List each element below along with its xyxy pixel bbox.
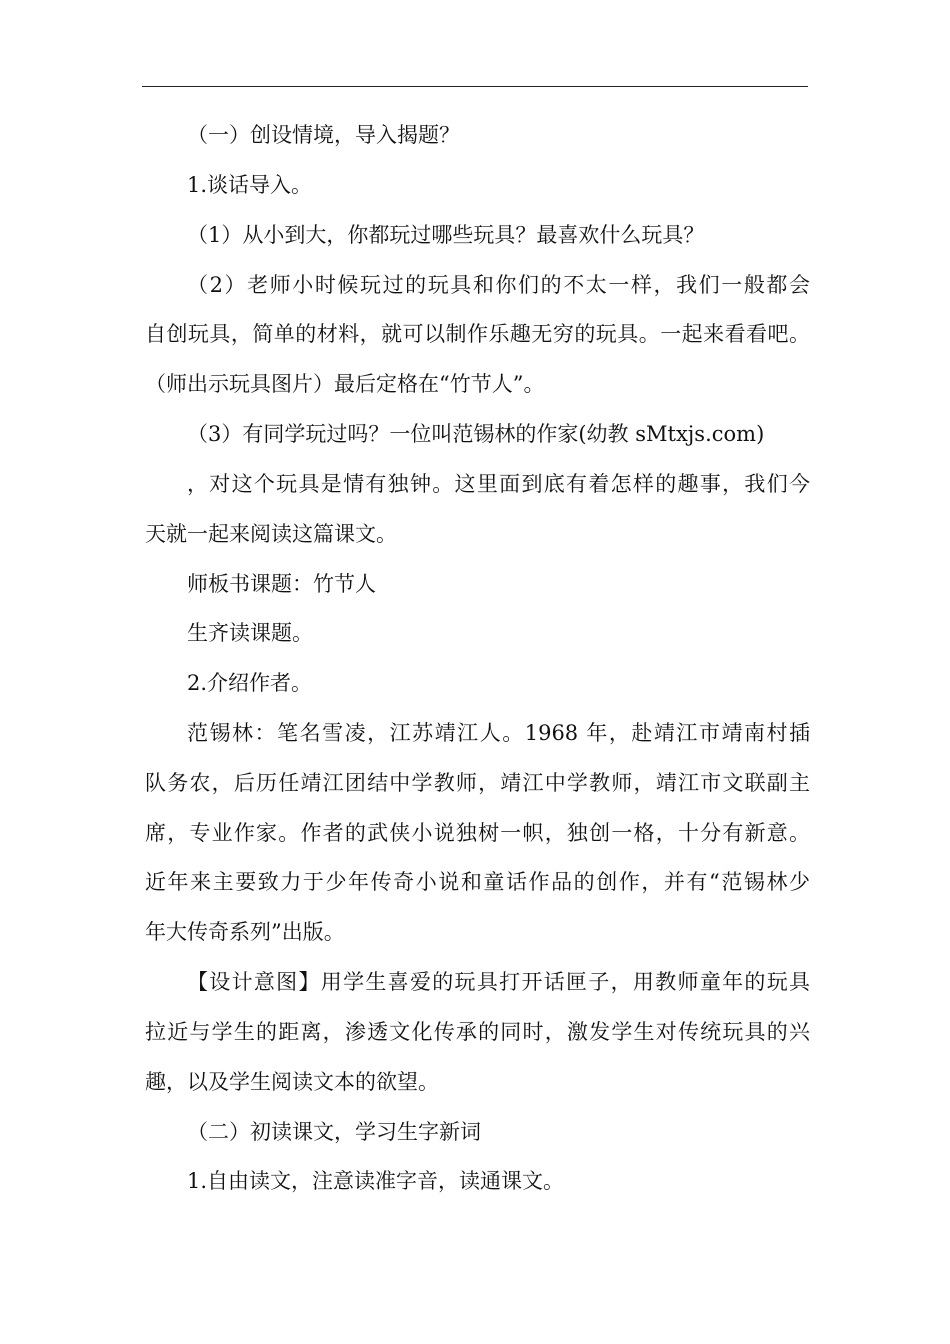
paragraph-line: （师出示玩具图片）最后定格在“竹节人”。 <box>145 372 545 396</box>
header-rule <box>142 86 808 87</box>
paragraph-line: 1.自由读文，注意读准字音，读通课文。 <box>187 1169 565 1193</box>
section-heading-2: （二）初读课文，学习生字新词 <box>187 1120 481 1144</box>
design-intent-line: 【设计意图】用学生喜爱的玩具打开话匣子，用教师童年的玩具 <box>187 970 810 994</box>
paragraph-line: 席，专业作家。作者的武侠小说独树一帜，独创一格，十分有新意。 <box>145 821 810 845</box>
paragraph-line: 年大传奇系列”出版。 <box>145 920 345 944</box>
section-heading-1: （一）创设情境，导入揭题？ <box>187 123 460 147</box>
paragraph-line: 天就一起来阅读这篇课文。 <box>145 522 397 546</box>
paragraph-line: 拉近与学生的距离，渗透文化传承的同时，激发学生对传统玩具的兴 <box>145 1020 810 1044</box>
paragraph-line: 2.介绍作者。 <box>187 671 313 695</box>
paragraph-line: （3）有同学玩过吗？一位叫范锡林的作家(幼教 sMtxjs.com) <box>187 422 765 446</box>
paragraph-line: （1）从小到大，你都玩过哪些玩具？最喜欢什么玩具？ <box>187 223 705 247</box>
paragraph-line: 队务农，后历任靖江团结中学教师，靖江中学教师，靖江市文联副主 <box>145 771 810 795</box>
paragraph-line: 生齐读课题。 <box>187 621 313 645</box>
paragraph-line: 自创玩具，简单的材料，就可以制作乐趣无穷的玩具。一起来看看吧。 <box>145 322 810 346</box>
paragraph-line: 范锡林：笔名雪凌，江苏靖江人。1968 年，赴靖江市靖南村插 <box>187 721 810 745</box>
paragraph-line: 趣，以及学生阅读文本的欲望。 <box>145 1070 439 1094</box>
paragraph-line: 1.谈话导入。 <box>187 173 313 197</box>
paragraph-line: 师板书课题：竹节人 <box>187 572 376 596</box>
paragraph-line: （2）老师小时候玩过的玩具和你们的不太一样，我们一般都会 <box>187 273 810 297</box>
paragraph-line: 近年来主要致力于少年传奇小说和童话作品的创作，并有“范锡林少 <box>145 870 810 894</box>
paragraph-line: ，对这个玩具是情有独钟。这里面到底有着怎样的趣事，我们今 <box>187 472 810 496</box>
